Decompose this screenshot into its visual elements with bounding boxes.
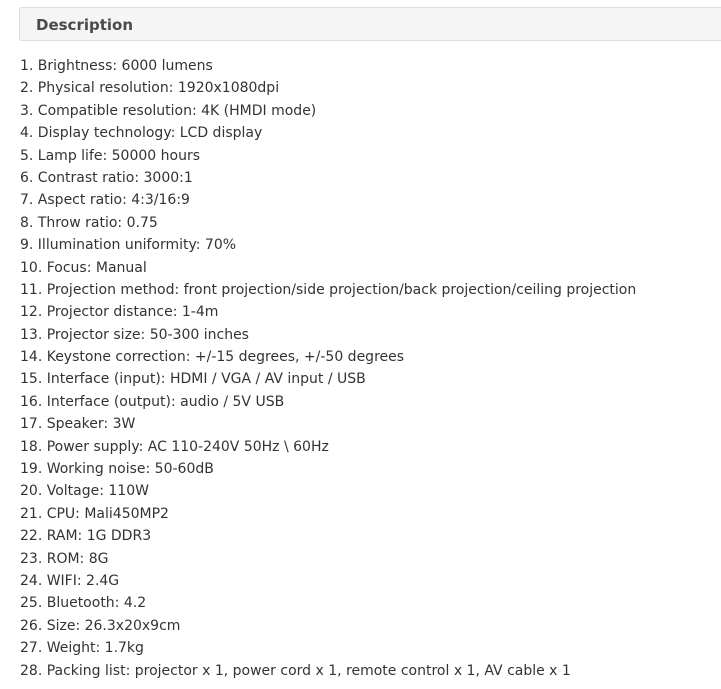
spec-item: 1. Brightness: 6000 lumens <box>20 58 213 74</box>
spec-item: 13. Projector size: 50-300 inches <box>20 326 249 343</box>
spec-item: 21. CPU: Mali450MP2 <box>20 505 169 522</box>
spec-item: 17. Speaker: 3W <box>20 416 136 433</box>
spec-item: 7. Aspect ratio: 4:3/16:9 <box>20 192 190 209</box>
spec-item: 15. Interface (input): HDMI / VGA / AV input / USB <box>20 371 366 388</box>
spec-item: 19. Working noise: 50-60dB <box>20 461 214 478</box>
spec-item: 12. Projector distance: 1-4m <box>20 304 219 321</box>
spec-item: 23. ROM: 8G <box>20 550 109 567</box>
description-tab-header <box>19 7 721 41</box>
spec-item: 14. Keystone correction: +/-15 degrees, +/-50 degrees <box>20 349 405 366</box>
spec-item: 27. Weight: 1.7kg <box>20 640 144 657</box>
spec-item: 5. Lamp life: 50000 hours <box>20 147 200 164</box>
spec-item: 10. Focus: Manual <box>20 259 147 276</box>
spec-item: 11. Projection method: front projection/side projection/back projection/ceiling projection <box>20 281 637 298</box>
spec-item: 3. Compatible resolution: 4K (HMDI mode) <box>20 102 317 119</box>
spec-item: 22. RAM: 1G DDR3 <box>20 528 152 545</box>
spec-item: 28. Packing list: projector x 1, power cord x 1, remote control x 1, AV cable x 1 <box>20 662 571 679</box>
spec-list <box>20 55 636 682</box>
spec-item: 8. Throw ratio: 0.75 <box>20 214 158 231</box>
spec-item: 25. Bluetooth: 4.2 <box>20 595 147 612</box>
spec-item: 6. Contrast ratio: 3000:1 <box>20 169 193 186</box>
spec-item: 9. Illumination uniformity: 70% <box>20 237 237 254</box>
spec-item: 18. Power supply: AC 110-240V 50Hz \ 60Hz <box>20 438 329 455</box>
spec-item: 4. Display technology: LCD display <box>20 125 263 142</box>
spec-item: 16. Interface (output): audio / 5V USB <box>20 393 285 410</box>
description-title: Description <box>36 16 134 34</box>
spec-item: 2. Physical resolution: 1920x1080dpi <box>20 80 280 97</box>
spec-item: 20. Voltage: 110W <box>20 483 149 500</box>
spec-item: 26. Size: 26.3x20x9cm <box>20 617 181 634</box>
spec-item: 24. WIFI: 2.4G <box>20 572 120 589</box>
